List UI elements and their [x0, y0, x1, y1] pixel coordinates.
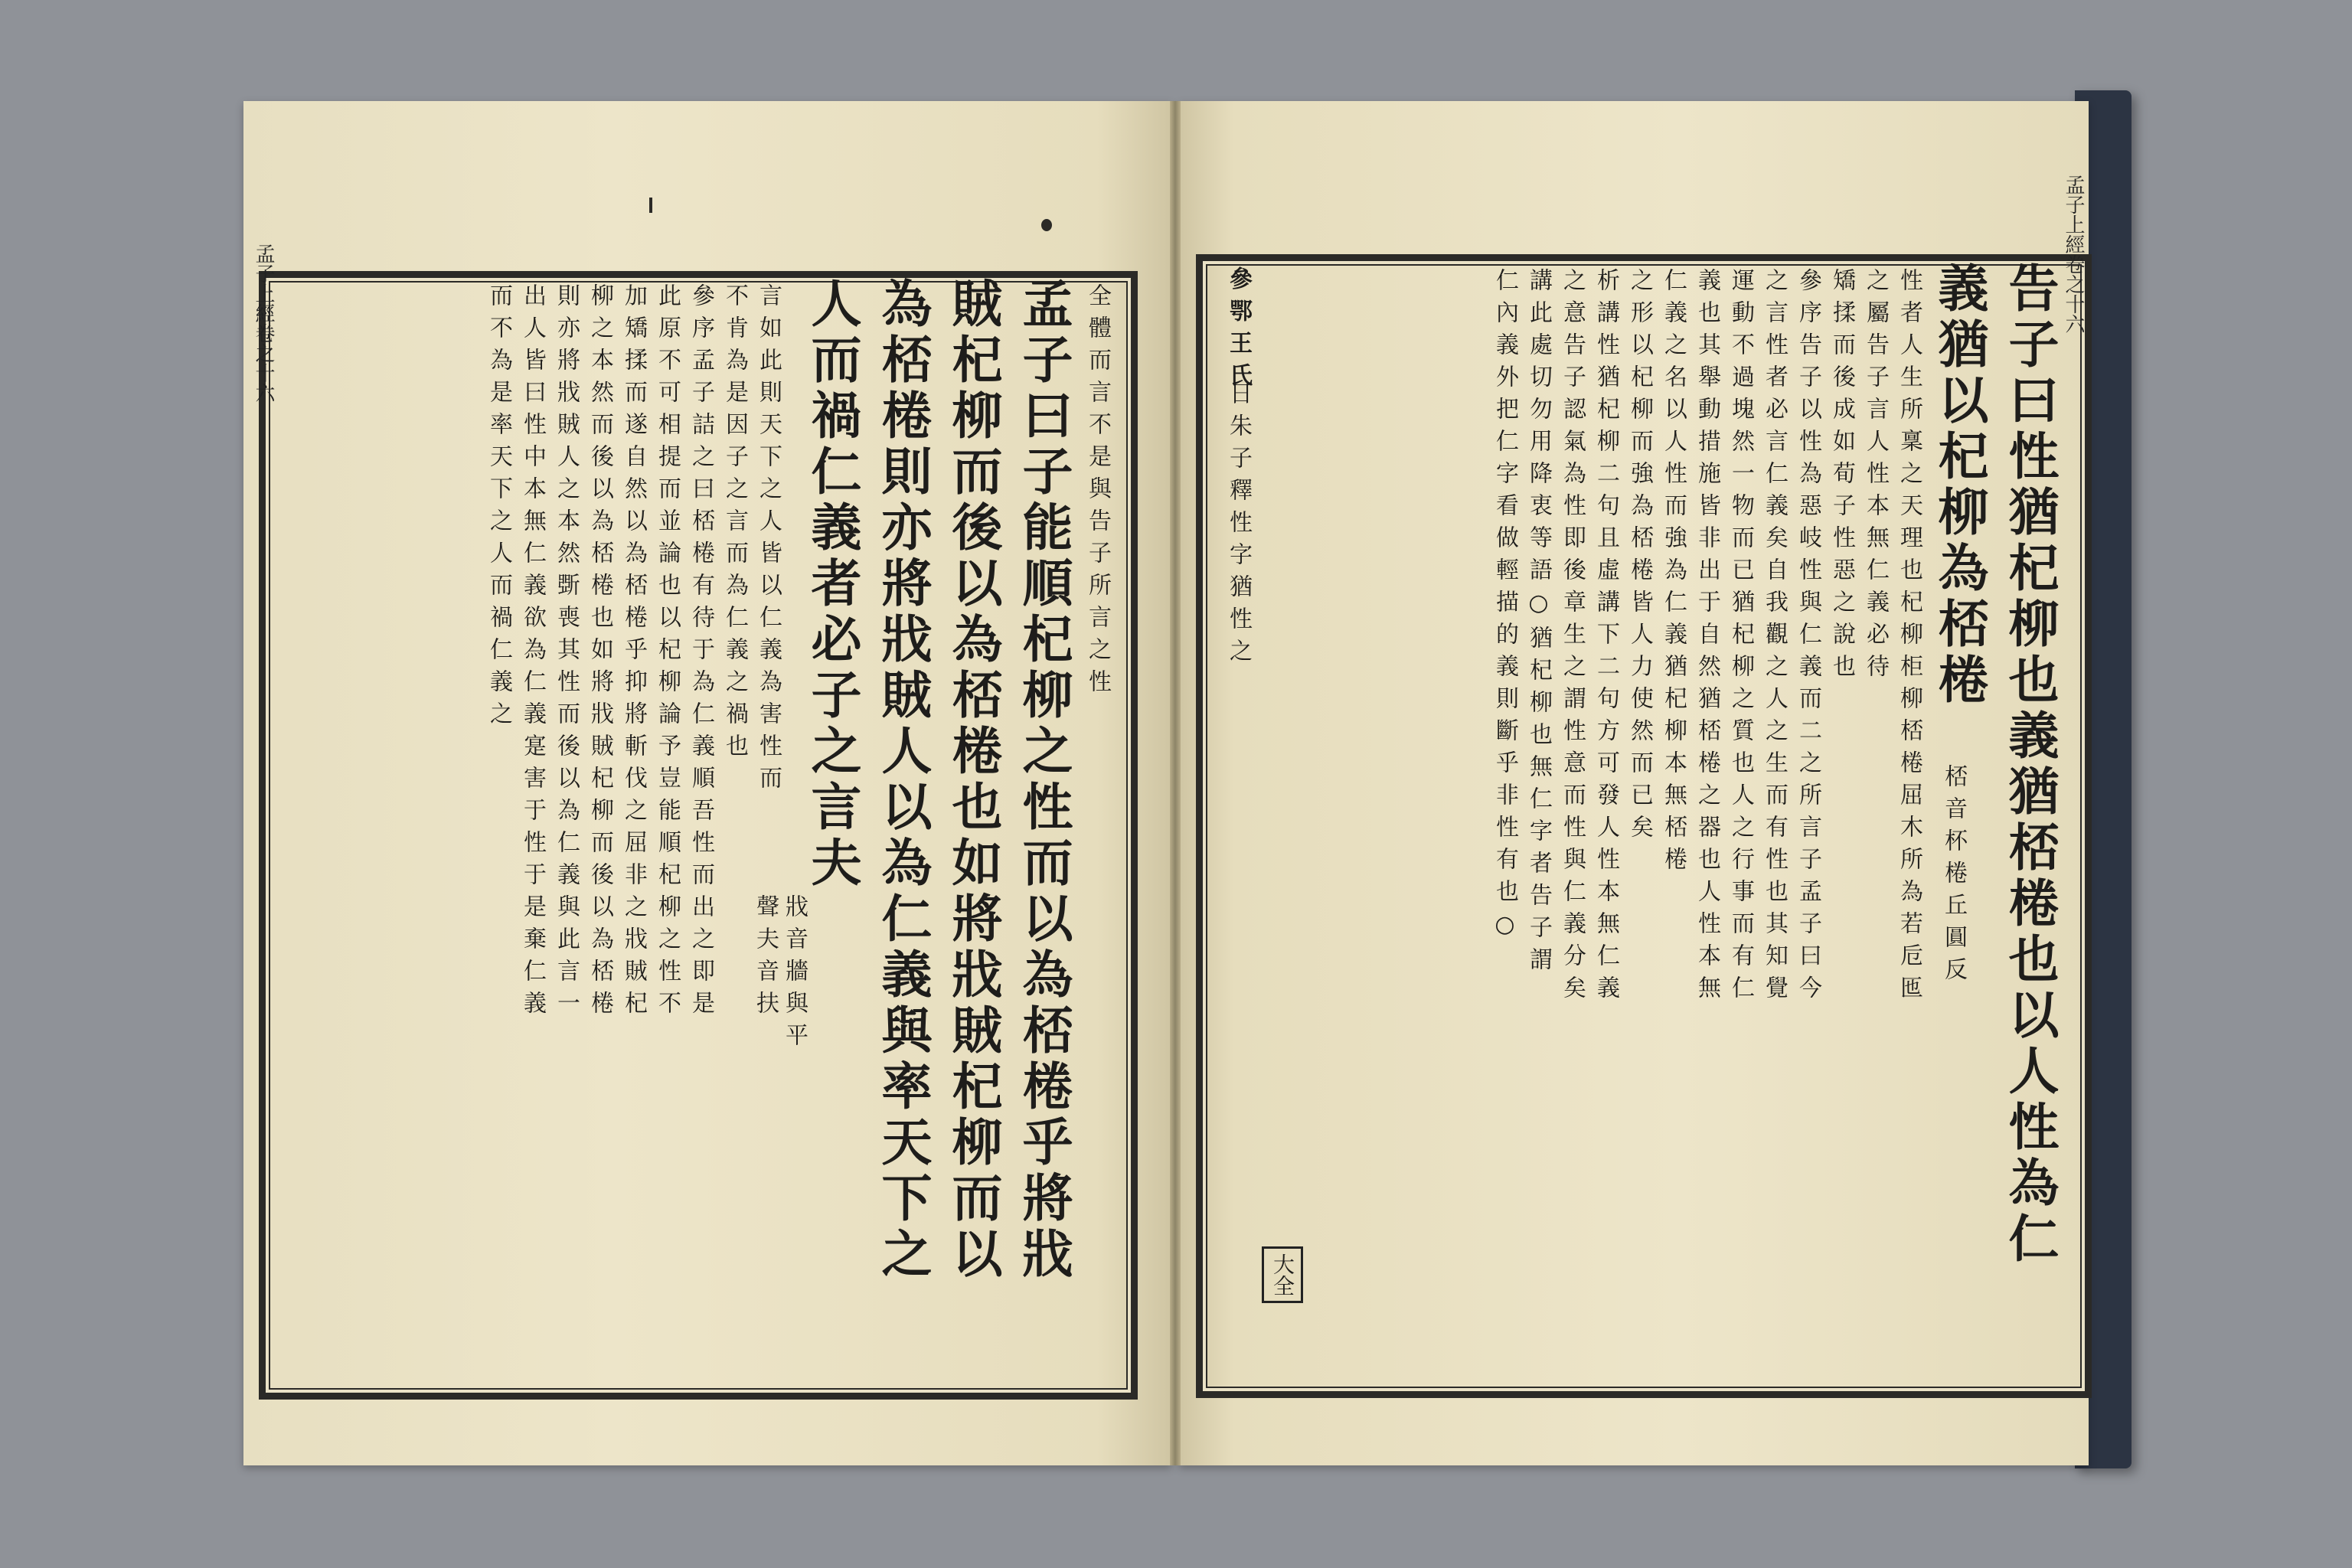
right-margin-label: 孟子上經卷之十六	[2062, 175, 2085, 334]
left-note-2: 聲夫音扶	[752, 894, 779, 1023]
left-note-10: 出人皆曰性中本無仁義欲為仁義寔害于性于是棄仁義	[519, 283, 546, 1023]
left-note-1: 戕音牆與平	[781, 894, 808, 1055]
commentary-label: 參鄂王氏	[1225, 266, 1252, 395]
left-note-5: 參序孟子詰之曰桮棬有待于為仁義順吾性而出之即是	[688, 283, 714, 1023]
right-note-9: 仁義之名以人性而強為仁義猶杞柳本無桮棬	[1660, 268, 1687, 879]
right-note-7: 運動不過塊然一物而已猶杞柳之質也人之行事而有仁	[1727, 268, 1754, 1008]
right-note-10: 之形以杞柳而強為桮棬皆人力使然而已矣	[1626, 268, 1653, 847]
left-note-4: 不肯為是因子之言而為仁義之禍也	[721, 283, 748, 766]
right-note-3: 之屬告子言人性本無仁義必待	[1862, 268, 1889, 686]
left-note-3: 言如此則天下之人皆以仁義為害性而	[755, 283, 782, 798]
right-note-2: 性者人生所稟之天理也杞柳柜柳桮棬屈木所為若卮匜	[1896, 268, 1922, 1008]
right-main-col-1: 告子曰性猶杞柳也義猶桮棬也以人性為仁	[2000, 262, 2060, 1268]
left-note-9: 則亦將戕賊人之本然斲喪其性而後以為仁義與此言一	[553, 283, 580, 1023]
left-margin-label: 全體而言不是與告子所言之性	[1084, 283, 1111, 701]
left-note-11: 而不為是率天下之人而禍仁義之	[485, 283, 512, 733]
commentary-text: 日朱子釋性字猶性之	[1225, 381, 1252, 671]
right-note-13: 講此處切勿用降衷等語○猶杞柳也無仁字者告子謂	[1525, 268, 1552, 979]
right-note-8: 義也其舉動措施皆非出于自然猶桮棬之器也人性本無	[1694, 268, 1720, 1008]
right-note-12: 之意告子認氣為性即後章生之謂性意而性與仁義分矣	[1559, 268, 1586, 1008]
right-note-5: 參序告子以性為惡岐性與仁義而二之所言子孟子曰今	[1795, 268, 1821, 1008]
left-main-col-4: 人而禍仁義者必子之言夫	[802, 277, 862, 892]
ink-spot	[1041, 219, 1052, 231]
left-note-7: 加矯揉而遂自然以為桮棬乎抑將斬伐之屈非之戕賊杞	[620, 283, 647, 1023]
left-edge-tab: 孟子上經卷之十六	[252, 243, 275, 403]
right-note-11: 析講性猶杞柳二句且虛講下二句方可發人性本無仁義	[1592, 268, 1619, 1008]
open-book	[230, 90, 2113, 1476]
book-gutter	[1170, 101, 1181, 1465]
right-note-1: 桮音杯棬丘圓反	[1940, 764, 1967, 989]
ink-tick	[649, 198, 652, 213]
left-note-8: 柳之本然而後以為桮棬也如將戕賊杞柳而後以為桮棬	[586, 283, 613, 1023]
left-main-col-2: 賊杞柳而後以為桮棬也如將戕賊杞柳而以	[943, 277, 1003, 1283]
left-main-col-1: 孟子曰子能順杞柳之性而以為桮棬乎將戕	[1014, 277, 1073, 1283]
left-main-col-3: 為桮棬則亦將戕賊人以為仁義與率天下之	[873, 277, 933, 1283]
right-note-6: 之言性者必言仁義矣自我觀之人之生而有性也其知覺	[1761, 268, 1788, 1008]
left-note-6: 此原不可相提而並論也以杞柳論予豈能順杞柳之性不	[654, 283, 681, 1023]
right-note-14: 仁內義外把仁字看做輕描的義則斷乎非性有也○	[1491, 268, 1518, 947]
right-main-col-2: 義猶以杞柳為桮棬	[1929, 262, 1989, 709]
right-note-4: 矯揉而後成如荀子性惡之說也	[1828, 268, 1855, 686]
boxed-label-daquan: 大全	[1262, 1246, 1303, 1303]
